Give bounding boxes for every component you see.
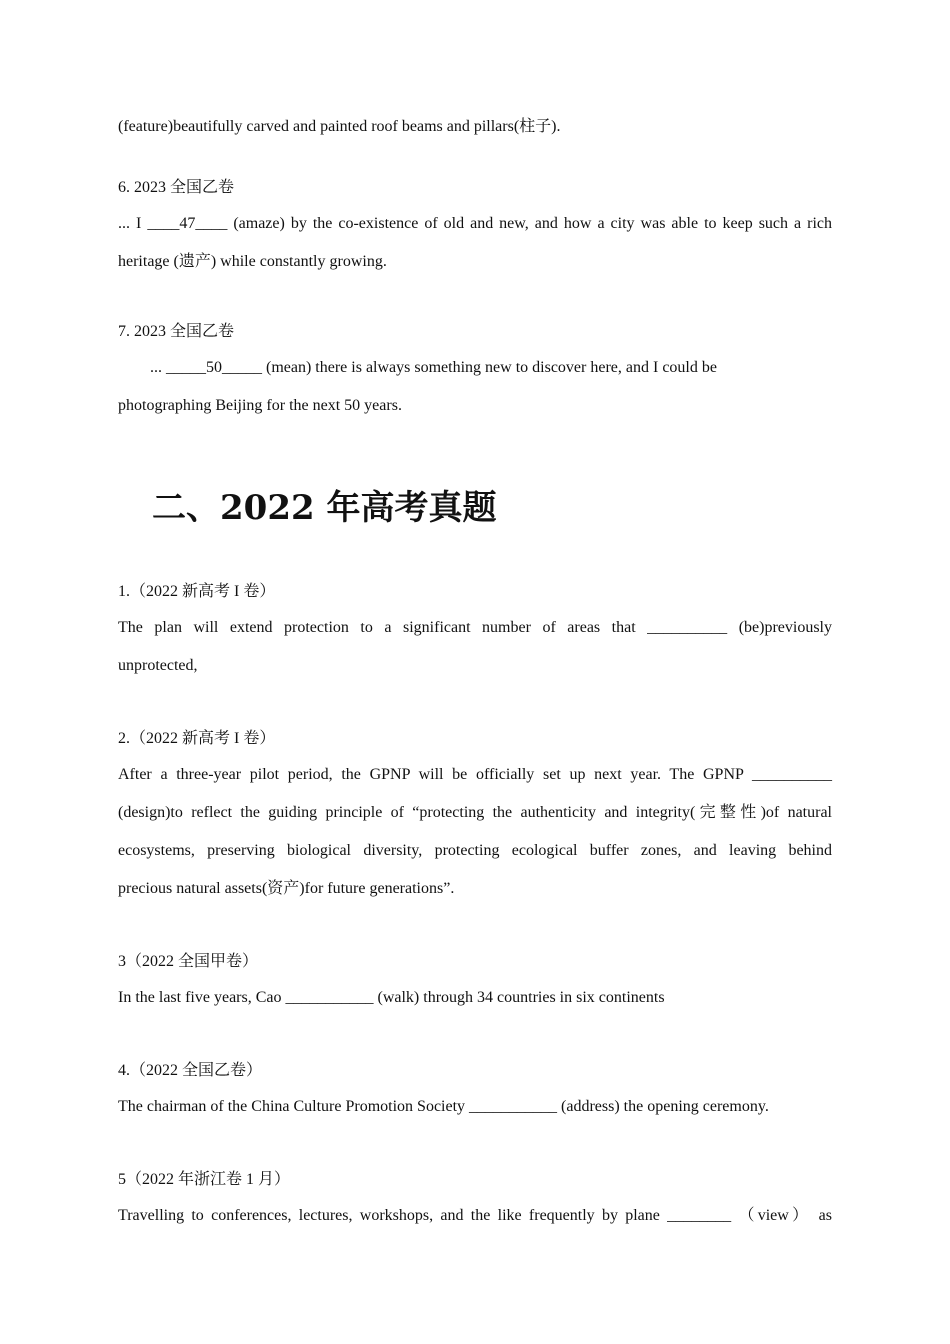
question-2022-1-number: 1.（2022 新高考 I 卷） (118, 583, 276, 600)
section-heading: 二、2022 年高考真题 (152, 488, 497, 528)
question-2022-1-line-2: unprotected, (118, 657, 198, 674)
question-2022-4-line-1: The chairman of the China Culture Promotion Society ___________ (address) the opening ceremony. (118, 1098, 769, 1115)
question-6-line-1 (118, 214, 832, 234)
question-2022-3-number: 3（2022 全国甲卷） (118, 953, 259, 970)
question-2022-5-line-1: Travelling to conferences, lectures, workshops, and the like frequently by plane ________ （view） as (118, 1207, 832, 1224)
question-7-line-1 (150, 358, 832, 378)
question-6-lead: ... I (118, 215, 148, 232)
question-6-line-2: heritage (遗产) while constantly growing. (118, 253, 387, 270)
question-2022-2-line-3: ecosystems, preserving biological diversity, protecting ecological buffer zones, and leaving behind (118, 842, 832, 859)
continued-text-line: (feature)beautifully carved and painted roof beams and pillars(柱子). (118, 118, 561, 135)
question-2022-5-number: 5（2022 年浙江卷 1 月） (118, 1171, 291, 1188)
question-7-number: 7. 2023 全国乙卷 (118, 323, 235, 340)
question-2022-3-line-1: In the last five years, Cao ___________ (walk) through 34 countries in six continents (118, 989, 665, 1006)
question-6-number: 6. 2023 全国乙卷 (118, 179, 235, 196)
question-7-lead: ... (150, 359, 166, 376)
question-7-answer-blank: _____50_____ (166, 359, 262, 376)
question-7-line-2: photographing Beijing for the next 50 years. (118, 397, 402, 414)
question-2022-2-number: 2.（2022 新高考 I 卷） (118, 730, 276, 747)
question-2022-2-line-4: precious natural assets(资产)for future generations”. (118, 880, 455, 897)
question-6-rest: (amaze) by the co-existence of old and new, and how a city was able to keep such a rich (227, 215, 833, 232)
question-2022-1-line-1: The plan will extend protection to a significant number of areas that __________ (be)previously (118, 619, 832, 636)
question-6-answer-blank: ____47____ (147, 215, 228, 232)
question-2022-2-line-2: (design)to reflect the guiding principle of “protecting the authenticity and integrity(完整性)of natural (118, 804, 832, 821)
question-2022-4-number: 4.（2022 全国乙卷） (118, 1062, 263, 1079)
question-7-rest: (mean) there is always something new to discover here, and I could be (262, 359, 717, 376)
question-2022-2-line-1: After a three-year pilot period, the GPNP will be officially set up next year. The GPNP __________ (118, 766, 832, 783)
